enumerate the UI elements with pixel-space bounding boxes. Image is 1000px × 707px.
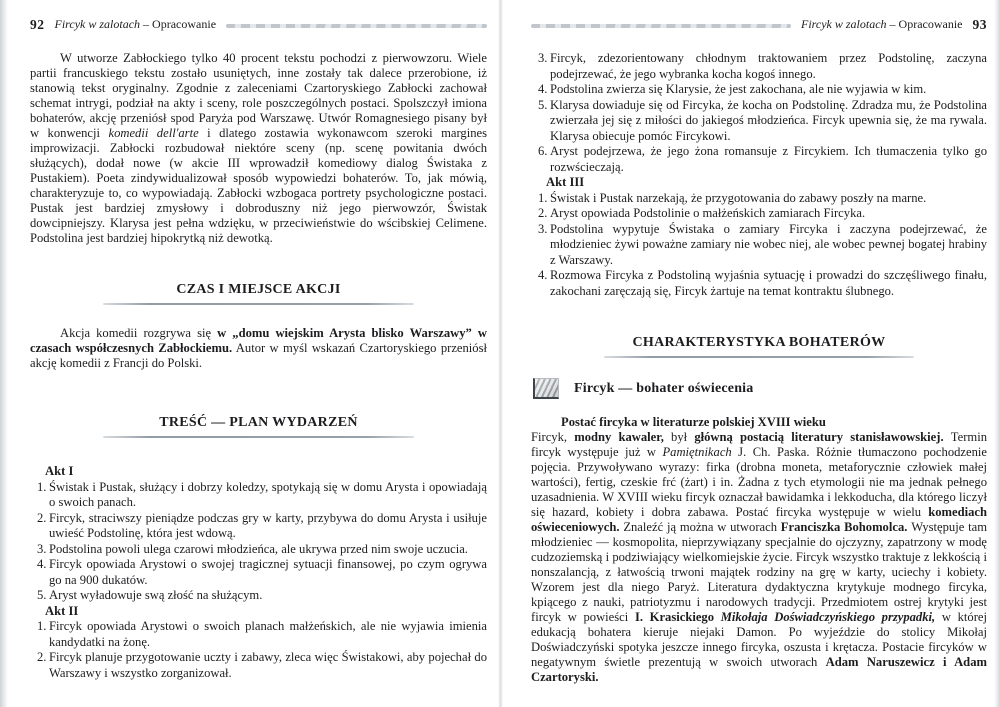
item-number: 4. — [538, 82, 548, 96]
act-heading: Akt II — [45, 603, 79, 618]
time-place-paragraph — [30, 326, 487, 371]
item-number: 4. — [37, 557, 47, 571]
item-number: 2. — [37, 650, 47, 664]
heading-rule — [604, 356, 914, 358]
act-heading: Akt I — [45, 464, 74, 478]
item-text: Fircyk planuje przygotowanie uczty i zabawy, zleca więc Świstakowi, aby pojechał do Warszawy i wszystko zorganizował. — [49, 650, 487, 680]
section-heading-plan: TREŚĆ — PLAN WYDARZEŃ — [159, 415, 358, 430]
text-run: Pamiętnikach — [662, 445, 732, 459]
text-run: główną postacią literatury stanisławowskiej. — [694, 430, 951, 444]
text-run: W utworze Zabłockiego tylko 40 procent tekstu pochodzi z pierwowzoru. Wiele partii francuskiego tekstu zostało usuniętych, inne zostały tak dalece przerobione, iż stanowią tekst oryginalny. Zgodnie z zaleceniami Czartoryskiego Zabłocki zachował schemat intrygi, podział na akty i sceny, role poszczególnych postaci. Spolszczył imiona bohaterów, akcję przeniósł spod Paryża pod Warszawę. Utwór Romagnesiego pisany był w konwencji — [30, 51, 487, 140]
item-text: Fircyk, zdezorientowany chłodnym traktowaniem przez Podstolinę, zaczyna podejrzewać, że jego wybranka kocha kogoś innego. — [550, 51, 987, 81]
item-text: Świstak i Pustak narzekają, że przygotowania do zabawy poszły na marne. — [550, 190, 927, 205]
item-text: Rozmowa Fircyka z Podstoliną wyjaśnia sytuację i prowadzi do szczęśliwego finału, zakochani zaręczają się, Fircyk żartuje na temat kontraktu ślubnego. — [550, 268, 987, 298]
text-run: Fircyk, — [531, 430, 575, 444]
section-heading-time-place: CZAS I MIEJSCE AKCJI — [176, 282, 341, 297]
text-run: Akcja komedii rozgrywa się — [60, 326, 218, 340]
page-header-left — [30, 16, 487, 33]
plan-item — [30, 542, 487, 558]
text-run: w „domu wiejskim Arysta blisko Warszawy” w czasach współczesnych Zabłockiemu. — [30, 326, 487, 355]
running-title-book: Fircyk w zalotach — [800, 17, 887, 31]
plan-list-acts-1-2 — [30, 464, 487, 681]
running-title — [801, 17, 963, 32]
plan-item — [30, 511, 487, 542]
item-number: 5. — [538, 97, 548, 112]
plan-list-continued — [531, 51, 987, 299]
heading-rule — [103, 303, 414, 305]
plan-item — [531, 144, 987, 175]
subsection-title-row — [531, 378, 987, 399]
item-text: Aryst opowiada Podstolinie o małżeńskich zamiarach Fircyka. — [550, 206, 866, 220]
text-run: modny kawaler, — [574, 430, 672, 444]
header-rule-line — [531, 24, 791, 28]
subsection-title: Fircyk — bohater oświecenia — [574, 380, 754, 396]
page-number-left: 92 — [30, 16, 45, 32]
item-text: Fircyk opowiada Arystowi o swoich planach małżeńskich, ale nie wyjawia imienia kandydatki na żonę. — [49, 619, 487, 649]
item-number: 5. — [37, 588, 47, 602]
text-run: Franciszka Bohomolca. — [780, 520, 912, 534]
item-number: 3. — [538, 221, 548, 236]
characters-lead-line: Postać fircyka w literaturze polskiej XVIII wieku — [561, 415, 826, 429]
ornament-icon — [533, 378, 559, 399]
item-number: 1. — [37, 619, 47, 633]
text-run: i dlatego zostawia wykonawcom szeroki margines improwizacji. Zabłocki rozbudował niektóre sceny (np. scenę powitania dwóch służących), dodał nowe (w akcie III wprowadził komediowy dialog Świstaka z Pustakiem). Poeta zindywidualizował sposób wypowiedzi bohaterów. To, jak mówią, charakteryzuje to, co wypowiadają. Zabłocki wzbogaca portrety psychologiczne postaci. Pustak jest bardziej zmysłowy i dobroduszny niż jego pierwowzór, Świstak dowcipniejszy. Klarysa jest pełna wdzięku, w przeciwieństwie do wścibskiej Celimene. Podstolina jest bardziej hipokrytką niż dewotką. — [30, 126, 488, 245]
item-number: 4. — [538, 268, 548, 282]
plan-item — [531, 191, 987, 207]
text-run: Występuje tam młodzieniec — kosmopolita, nieprzywiązany specjalnie do ojczyzny, zapatrzony w modę cudzoziemską i podziwiający wielkomiejskie życie. Fircyk wszystko traktuje z lekkością i nonszalancją, z łatwością trwoni majątek rodziny na grę w karty, uciechy i kobiety. Wzorem jest dla niego Paryż. Literatura dydaktyczna krytykuje modnego fircyka, kpiącego z nauki, patriotyzmu i narodowych tradycji. Przedmiotem ostrej krytyki jest fircyk w powieści — [531, 520, 987, 624]
running-title-suffix: – Opracowanie — [143, 17, 217, 31]
item-number: 2. — [538, 206, 548, 220]
item-number: 1. — [37, 479, 47, 494]
plan-item — [531, 82, 987, 98]
characters-paragraph — [531, 430, 987, 685]
item-number: 1. — [538, 190, 548, 205]
item-number: 6. — [538, 144, 548, 158]
heading-rule — [103, 436, 414, 438]
act-heading: Akt III — [546, 175, 585, 189]
page-right — [500, 0, 1000, 707]
section-heading-characters: CHARAKTERYSTYKA BOHATERÓW — [632, 335, 886, 350]
text-run: Termin fircyk występuje już w — [531, 430, 987, 459]
plan-item — [531, 206, 987, 222]
item-text: Aryst podejrzewa, że jego żona romansuje z Fircykiem. Ich tłumaczenia tylko go rozwścieczają. — [550, 144, 987, 174]
text-run: I. Krasickiego — [634, 610, 721, 624]
plan-item — [531, 98, 987, 145]
text-run: Autor w myśl wskazań Czartoryskiego przeniósł akcję komedii z Francji do Polski. — [30, 341, 487, 370]
page-number-right: 93 — [972, 16, 987, 32]
item-text: Świstak i Pustak, służący i dobrzy koledzy, spotykają się w domu Arysta i opowiadają o swoich panach. — [49, 479, 487, 509]
text-run: J. Ch. Paska. Różnie tłumaczono pochodzenie pojęcia. Przywoływano wyrazy: firka (drobna moneta, metaforycznie człowiek małej wartości), fertig, czeskie frć (żart) i in. Żadna z tych etymologii nie ma jednak pełnego uzasadnienia. W XVIII wieku fircyk oznaczał bawidamka i lekkoducha, dla którego liczył się hazard, kobiety i dobra zabawa. Postać fircyka występuje w wielu — [531, 445, 987, 519]
item-text: Podstolina powoli ulega czarowi młodzieńca, ale ukrywa przed nim swoje uczucia. — [49, 541, 468, 556]
running-title-book: Fircyk w zalotach — [54, 17, 141, 31]
text-run: komedii dell'arte — [108, 126, 199, 140]
item-text: Fircyk, straciwszy pieniądze podczas gry w karty, przybywa do domu Arysta i usiłuje uwieść Podstolinę, która jest wdową. — [49, 510, 487, 540]
page-header-right — [531, 16, 987, 33]
text-run: był — [671, 430, 695, 444]
text-run: w której edukacją bohatera kieruje niejaki Damon. Po wyjeździe do stolicy Mikołaj Doświadczyński spotyka jeszcze innego fircyka, oszusta i krętacza. Postacie fircyków w negatywnym świetle prezentują w swoich utworach — [531, 610, 987, 669]
plan-item — [531, 268, 987, 299]
item-text: Podstolina wypytuje Świstaka o zamiary Fircyka i zaczyna podejrzewać, że młodzieniec żywi poważne zamiary nie wobec niej, ale wobec pewnej bogatej hrabiny z Warszawy. — [550, 221, 987, 267]
intro-paragraph — [30, 51, 487, 246]
plan-item — [531, 51, 987, 82]
text-run: Mikołaja Doświadczyńskiego przypadki, — [720, 610, 942, 624]
text-run: Adam Naruszewicz i Adam Czartoryski. — [531, 655, 987, 684]
text-run: Znaleźć ją można w utworach — [623, 520, 781, 534]
text-run: komediach oświeceniowych. — [531, 505, 987, 534]
plan-item — [30, 619, 487, 650]
item-text: Fircyk opowiada Arystowi o swojej tragicznej sytuacji finansowej, po czym ogrywa go na 900 dukatów. — [49, 557, 487, 587]
header-rule-line — [226, 24, 487, 28]
item-number: 3. — [37, 541, 47, 556]
plan-item — [30, 557, 487, 588]
plan-item — [531, 222, 987, 269]
plan-item — [30, 480, 487, 511]
plan-item — [30, 650, 487, 681]
item-number: 3. — [538, 51, 548, 65]
item-text: Podstolina zwierza się Klarysie, że jest zakochana, ale nie wyjawia w kim. — [550, 82, 927, 96]
item-text: Klarysa dowiaduje się od Fircyka, że kocha on Podstolinę. Zdradza mu, że Podstolina zwierzała jej się z miłości do jakiegoś młodzieńca. Fircyk upewnia się, że ma rywala. Klarysa obiecuje pomóc Fircykowi. — [550, 97, 987, 143]
item-number: 2. — [37, 510, 47, 525]
item-text: Aryst wyładowuje swą złość na służącym. — [49, 588, 263, 602]
running-title — [55, 17, 217, 32]
running-title-suffix: – Opracowanie — [889, 17, 963, 31]
plan-item — [30, 588, 487, 604]
